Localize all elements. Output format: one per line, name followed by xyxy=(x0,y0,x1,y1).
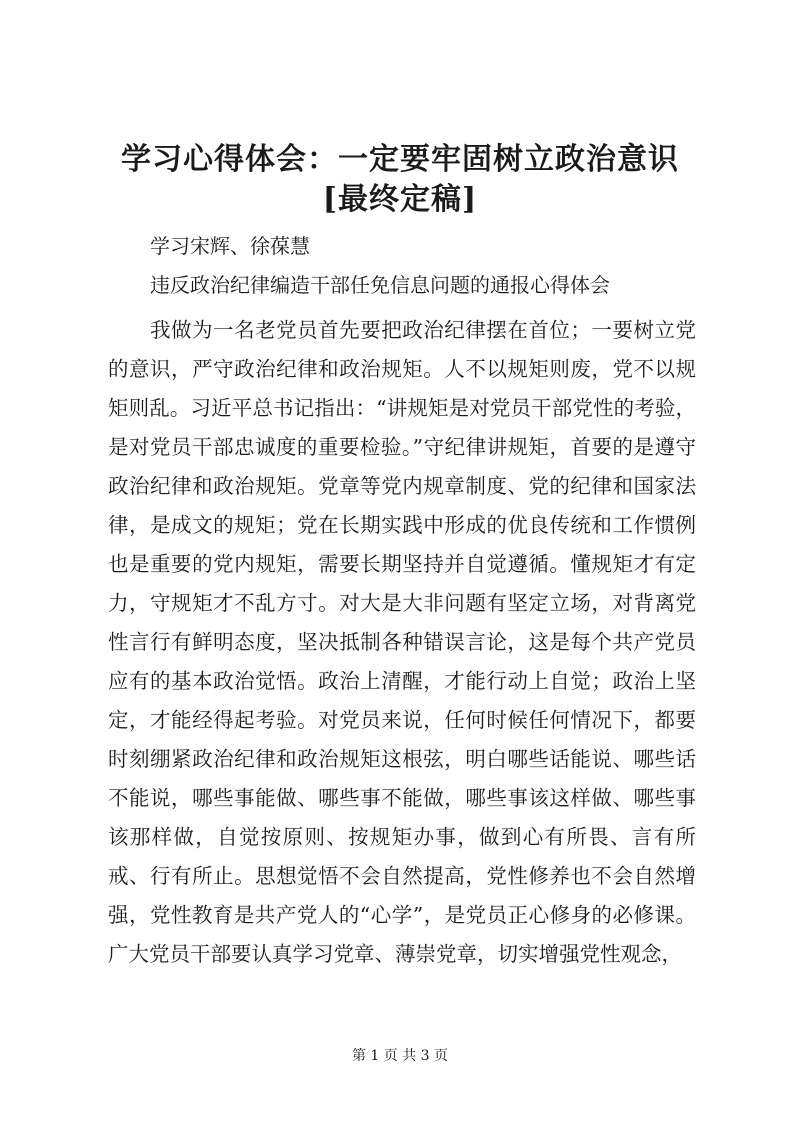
subtitle-line-1: 学习宋辉、徐葆慧 xyxy=(150,234,310,258)
subtitle-line-2: 违反政治纪律编造干部任免信息问题的通报心得体会 xyxy=(150,273,610,297)
document-title: 学习心得体会：一定要牢固树立政治意识[最终定稿] xyxy=(121,142,679,217)
body-paragraph: 我做为一名老党员首先要把政治纪律摆在首位；一要树立党的意识，严守政治纪律和政治规矩。人不以规矩则废，党不以规矩则乱。习近平总书记指出：“讲规矩是对党员干部党性的考验，是对党员干部忠诚度的重要检验。”守纪律讲规矩，首要的是遵守政治纪律和政治规矩。党章等党内规章制度、党的纪律和国家法律，是成文的规矩；党在长期实践中形成的优良传统和工作惯例也是重要的党内规矩，需要长期坚持并自觉遵循。懂规矩才有定力，守规矩才不乱方寸。对大是大非问题有坚定立场，对背离党性言行有鲜明态度，坚决抵制各种错误言论，这是每个共产党员应有的基本政治觉悟。政治上清醒，才能行动上自觉；政治上坚定，才能经得起考验。对党员来说，任何时候任何情况下，都要时刻绷紧政治纪律和政治规矩这根弦，明白哪些话能说、哪些话不能说，哪些事能做、哪些事不能做，哪些事该这样做、哪些事该那样做，自觉按原则、按规矩办事，做到心有所畏、言有所戒、行有所止。思想觉悟不会自然提高，党性修养也不会自然增强，党性教育是共产党人的“心学”，是党员正心修身的必修课。广大党员干部要认真学习党章、薄崇党章，切实增强党性观念， xyxy=(108,318,696,966)
page-footer: 第 1 页 共 3 页 xyxy=(351,1048,449,1064)
